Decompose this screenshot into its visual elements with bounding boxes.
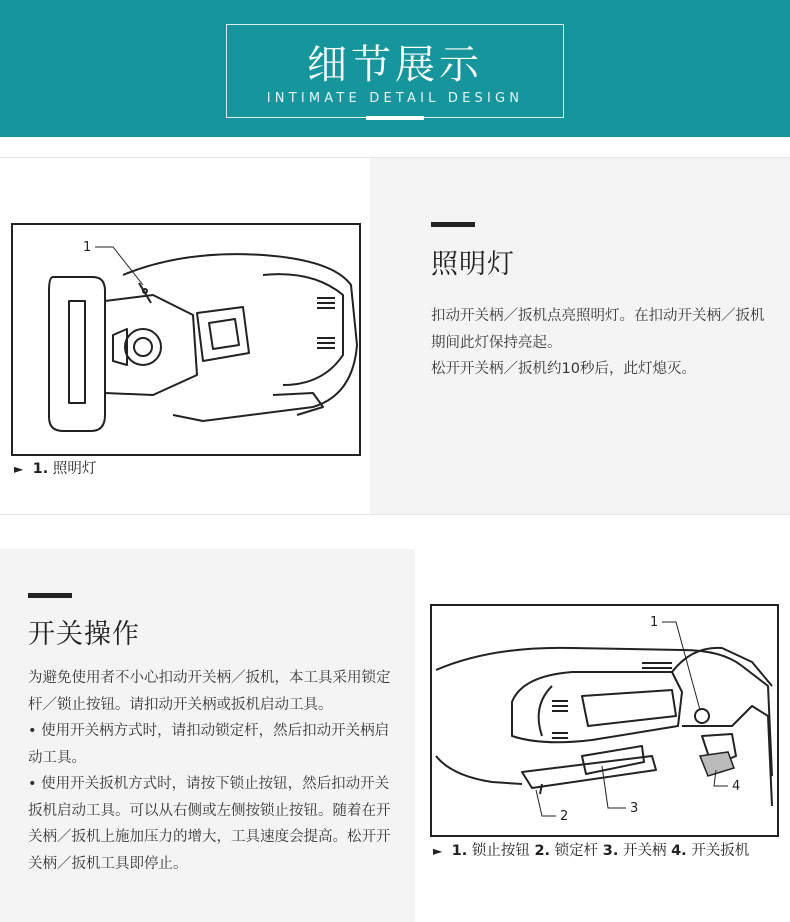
callout-1: 1 (83, 240, 92, 255)
caption-number: 3. (602, 843, 619, 859)
section1-text-panel (370, 158, 790, 514)
section2-text-panel (0, 549, 415, 922)
page-subtitle: INTIMATE DETAIL DESIGN (266, 91, 524, 106)
caption-number: 4. (671, 843, 687, 859)
caption-arrow-icon: ► (14, 462, 24, 476)
section-divider (0, 514, 790, 515)
banner-frame (226, 24, 564, 118)
light-figure (11, 223, 361, 456)
section2-heading: 开关操作 (28, 619, 140, 650)
section1-paragraph: 松开开关柄／扳机约10秒后，此灯熄灭。 (431, 361, 696, 377)
saw-switch-illustration (432, 606, 777, 835)
caption-label: 照明灯 (52, 461, 97, 477)
section2-paragraph: • 使用开关扳机方式时，请按下锁止按钮，然后扣动开关扳机启动工具。可以从右侧或左侧按锁止按钮。随着在开关柄／扳机上施加压力的增大，工具速度会提高。松开开关柄／扳机工具即停止。 (28, 776, 391, 872)
caption-label: 开关柄 (622, 843, 667, 859)
switch-figure-caption (433, 839, 773, 863)
caption-number: 1. (32, 461, 49, 477)
section1-body (431, 303, 776, 383)
caption-label: 锁止按钮 (471, 843, 530, 859)
callout-3: 3 (630, 801, 639, 816)
section2-figure-panel (415, 549, 790, 922)
heading-accent-bar (431, 222, 475, 227)
banner-underline (366, 116, 424, 120)
section1-heading: 照明灯 (431, 249, 515, 280)
caption-label: 锁定杆 (554, 843, 599, 859)
caption-number: 2. (534, 843, 551, 859)
caption-arrow-icon: ► (433, 844, 443, 858)
section2-paragraph: • 使用开关柄方式时，请扣动锁定杆，然后扣动开关柄启动工具。 (28, 723, 390, 766)
vent-grilles (317, 297, 335, 349)
callout-1: 1 (650, 615, 659, 630)
callout-4: 4 (732, 779, 741, 794)
saw-front-illustration (13, 225, 359, 454)
section2-body (28, 665, 398, 877)
header-banner (0, 0, 790, 137)
heading-accent-bar (28, 593, 72, 598)
section2-paragraph: 为避免使用者不小心扣动开关柄／扳机，本工具采用锁定杆／锁止按钮。请扣动开关柄或扳机启动工具。 (28, 670, 391, 713)
caption-label: 开关扳机 (691, 843, 750, 859)
switch-figure (430, 604, 779, 837)
vent-grilles (552, 662, 672, 739)
page-title: 细节展示 (307, 42, 483, 88)
caption-number: 1. (451, 843, 468, 859)
section1-paragraph: 扣动开关柄／扳机点亮照明灯。在扣动开关柄／扳机期间此灯保持亮起。 (431, 308, 765, 351)
section1-figure-panel (0, 158, 370, 514)
callout-2: 2 (560, 809, 569, 824)
light-figure-caption (14, 457, 96, 481)
